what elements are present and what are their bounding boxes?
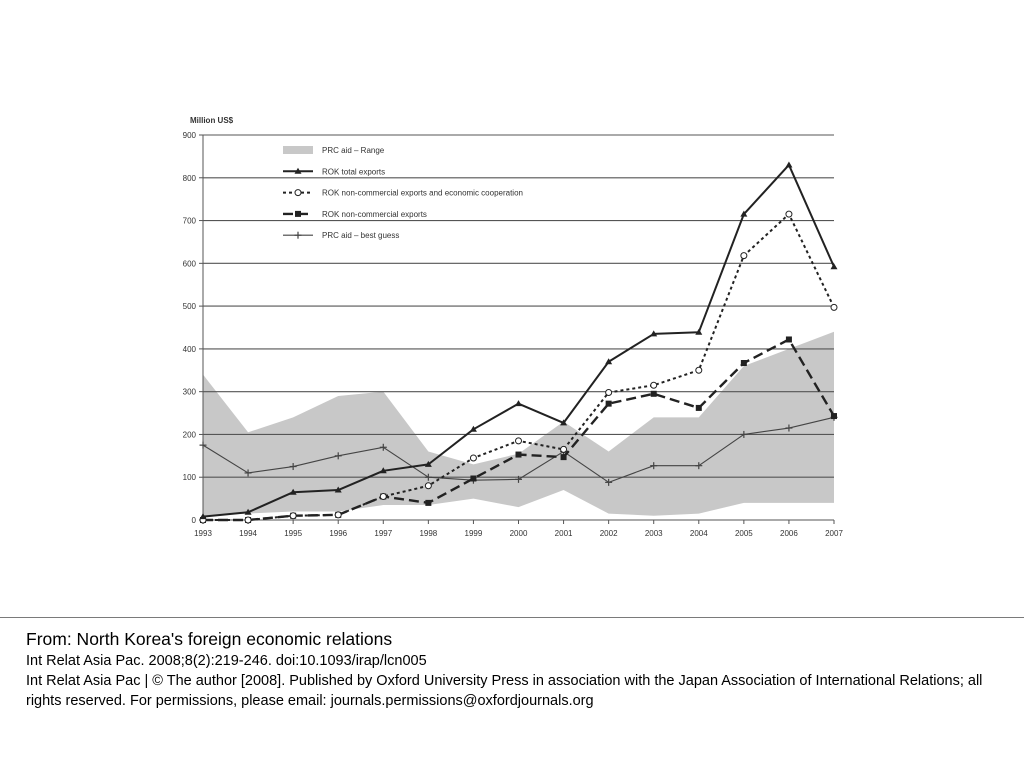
y-tick-label-500: 500 [182,302,196,312]
y-tick-label-100: 100 [182,473,196,483]
point-rok-non-commercial-exports-and-economic-cooperation-2001 [561,446,567,452]
x-tick-label-1994: 1994 [239,529,257,538]
point-rok-non-commercial-exports-2002 [606,401,612,407]
caption-source-title: From: North Korea's foreign economic relations [26,629,393,649]
point-rok-non-commercial-exports-1998 [425,500,431,506]
x-tick-label-2003: 2003 [644,529,663,538]
y-axis-unit-label: Million US$ [190,116,234,125]
legend-label-rok-non-commercial-exports: ROK non-commercial exports [322,209,427,219]
point-rok-non-commercial-exports-and-economic-cooperation-2007 [831,304,837,310]
y-tick-label-400: 400 [182,344,196,354]
point-rok-total-exports-2006 [785,161,792,167]
point-rok-non-commercial-exports-2001 [561,454,567,460]
point-rok-non-commercial-exports-and-economic-cooperation-1995 [290,513,296,519]
y-tick-label-300: 300 [182,387,196,397]
point-rok-non-commercial-exports-1999 [470,476,476,482]
y-tick-label-0: 0 [191,516,196,525]
point-rok-non-commercial-exports-and-economic-cooperation-2000 [516,438,522,444]
point-rok-non-commercial-exports-and-economic-cooperation-2004 [696,367,702,373]
legend-swatch-marker-rok-non-commercial-exports [295,211,301,217]
y-tick-label-800: 800 [182,173,196,183]
x-tick-label-1999: 1999 [464,529,483,538]
x-tick-label-1997: 1997 [374,529,393,538]
point-rok-non-commercial-exports-and-economic-cooperation-2003 [651,382,657,388]
legend-label-rok-non-commercial-exports-and-economic-cooperation: ROK non-commercial exports and economic cooperation [322,188,523,198]
point-rok-non-commercial-exports-2000 [516,452,522,458]
point-rok-non-commercial-exports-2006 [786,336,792,342]
x-tick-label-2004: 2004 [689,529,708,538]
point-rok-non-commercial-exports-and-economic-cooperation-2006 [786,211,792,217]
point-rok-non-commercial-exports-and-economic-cooperation-1997 [380,493,386,499]
point-rok-non-commercial-exports-2007 [831,413,837,419]
point-rok-non-commercial-exports-and-economic-cooperation-2002 [606,390,612,396]
point-rok-non-commercial-exports-and-economic-cooperation-1998 [425,483,431,489]
x-tick-label-1993: 1993 [194,529,212,538]
caption-rights: Int Relat Asia Pac | © The author [2008]. Published by Oxford University Press in association with the Japan Association of International Relations; all rights reserved. For permissions, please email: journals.permissions@oxfordjournals.org [26,673,983,709]
legend-swatch-marker-prc-aid-best-guess [295,232,302,239]
x-tick-label-2001: 2001 [554,529,573,538]
point-rok-non-commercial-exports-2003 [651,391,657,397]
point-rok-non-commercial-exports-2004 [696,405,702,411]
point-rok-non-commercial-exports-2005 [741,360,747,366]
legend-label-prc-aid-range: PRC aid – Range [322,146,385,155]
point-rok-non-commercial-exports-and-economic-cooperation-1994 [245,517,251,523]
legend-label-rok-total-exports: ROK total exports [322,167,386,177]
point-rok-total-exports-2000 [515,400,522,406]
x-tick-label-2002: 2002 [599,529,618,538]
x-tick-label-2006: 2006 [780,529,798,538]
figure-caption [26,628,1006,711]
x-tick-label-1996: 1996 [329,529,348,538]
y-tick-label-900: 900 [182,131,196,140]
y-tick-label-200: 200 [182,430,196,440]
legend-swatch-marker-rok-non-commercial-exports-and-economic-cooperation [295,190,301,196]
caption-divider [0,617,1024,618]
x-tick-label-2000: 2000 [509,529,528,538]
x-tick-label-2005: 2005 [734,529,753,538]
y-tick-label-700: 700 [182,216,196,226]
point-rok-non-commercial-exports-and-economic-cooperation-1999 [470,455,476,461]
prc-aid-range-band [203,332,834,516]
point-rok-non-commercial-exports-and-economic-cooperation-2005 [741,253,747,259]
y-tick-label-600: 600 [182,259,196,269]
legend-label-prc-aid-best-guess: PRC aid – best guess [322,231,400,241]
caption-citation: Int Relat Asia Pac. 2008;8(2):219-246. doi:10.1093/irap/lcn005 [26,653,427,669]
point-rok-non-commercial-exports-and-economic-cooperation-1996 [335,512,341,518]
legend-swatch-prc-aid-range [283,146,313,154]
point-rok-total-exports-2007 [831,263,838,269]
x-tick-label-2007: 2007 [825,529,843,538]
x-tick-label-1998: 1998 [419,529,438,538]
x-tick-label-1995: 1995 [284,529,303,538]
